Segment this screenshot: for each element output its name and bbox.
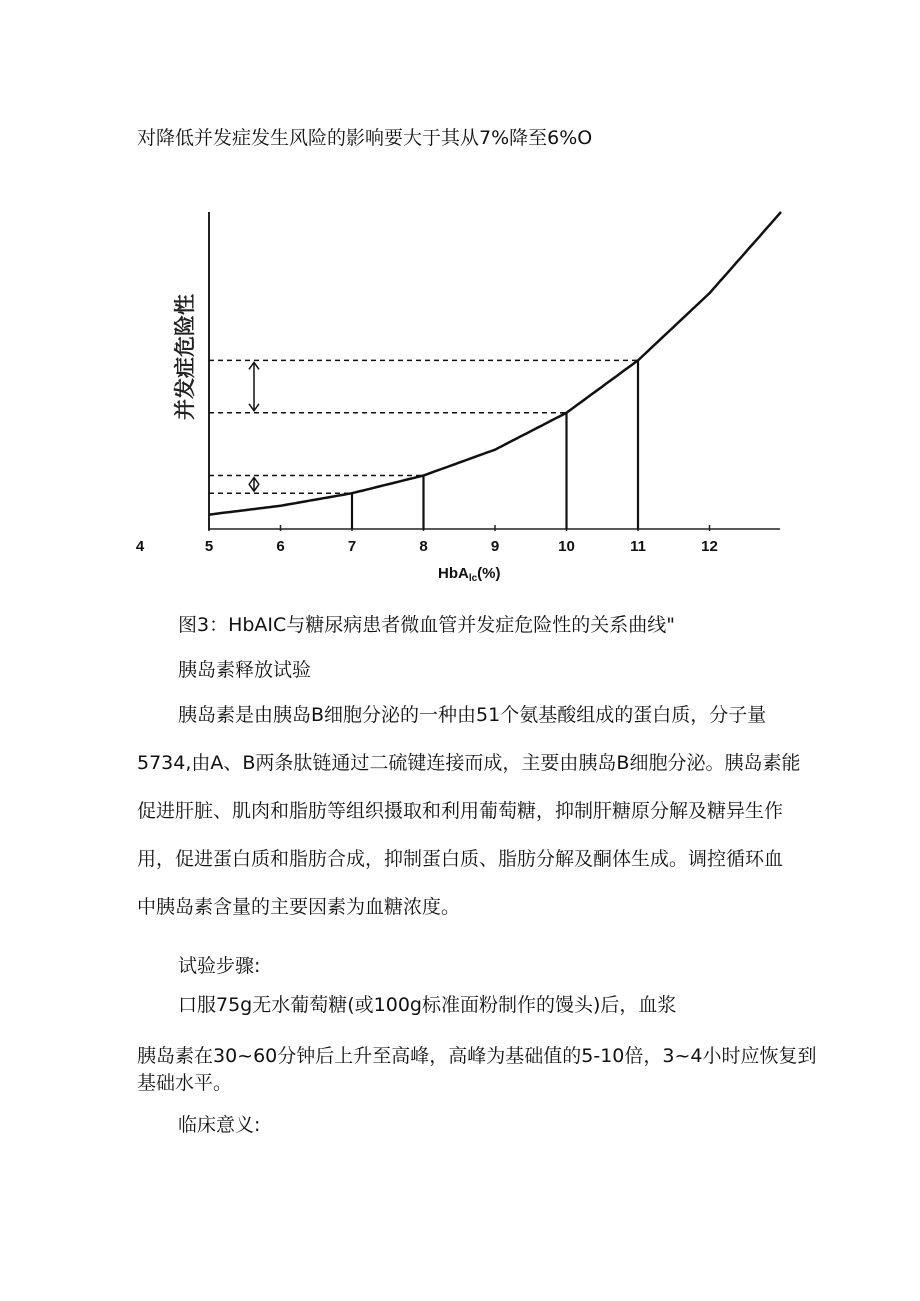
steps-line-3: 基础水平。 xyxy=(137,1072,233,1094)
x-label-unit: (%) xyxy=(477,565,501,582)
steps-line-1: 口服75g无水葡萄糖(或100g标准面粉制作的馒头)后，血浆 xyxy=(178,994,677,1016)
y-axis-label: 并发症危险性 xyxy=(173,294,197,420)
clinical-title: 临床意义: xyxy=(178,1114,261,1136)
double-arrow-10-11 xyxy=(249,362,259,410)
double-arrow-7-8 xyxy=(249,478,259,492)
paragraph-1-line-3: 促进肝脏、肌肉和脂肪等组织摄取和利用葡萄糖，抑制肝糖原分解及糖异生作 xyxy=(137,800,784,822)
paragraph-1-line-1: 胰岛素是由胰岛B细胞分泌的一种由51个氨基酸组成的蛋白质，分子量 xyxy=(178,704,767,726)
x-tick-label-12: 12 xyxy=(701,538,718,555)
paragraph-1-line-2: 5734,由A、B两条肽链通过二硫键连接而成，主要由胰岛B细胞分泌。胰岛素能 xyxy=(137,752,801,774)
steps-line-2: 胰岛素在30~60分钟后上升至高峰，高峰为基础值的5-10倍，3~4小时应恢复到 xyxy=(137,1045,817,1067)
x-tick-label-11: 11 xyxy=(630,538,646,555)
steps-title: 试验步骤: xyxy=(178,955,261,977)
x-tick-marks xyxy=(209,525,710,531)
section-title: 胰岛素释放试验 xyxy=(178,659,312,681)
x-label-sub: lc xyxy=(468,573,478,584)
x-tick-label-10: 10 xyxy=(558,538,575,555)
hba1c-risk-chart xyxy=(0,0,920,600)
x-tick-label-5: 5 xyxy=(204,538,214,555)
x-tick-label-8: 8 xyxy=(419,538,428,555)
x-tick-labels xyxy=(136,538,718,555)
guide-lines xyxy=(209,360,638,529)
paragraph-1-line-5: 中胰岛素含量的主要因素为血糖浓度。 xyxy=(137,896,461,918)
risk-curve xyxy=(209,212,781,515)
x-tick-label-4: 4 xyxy=(135,538,145,555)
x-label-main: HbA xyxy=(438,565,469,582)
intro-line: 对降低并发症发生风险的影响要大于其从7%降至6%O xyxy=(137,127,593,149)
x-axis-label xyxy=(438,565,501,584)
x-tick-label-6: 6 xyxy=(276,538,285,555)
x-tick-label-7: 7 xyxy=(347,538,357,555)
x-tick-label-9: 9 xyxy=(490,538,500,555)
paragraph-1-line-4: 用，促进蛋白质和脂肪合成，抑制蛋白质、脂肪分解及酮体生成。调控循环血 xyxy=(137,848,784,870)
chart-axes xyxy=(209,212,780,530)
figure-caption: 图3：HbAIC与糖尿病患者微血管并发症危险性的关系曲线" xyxy=(178,614,676,636)
